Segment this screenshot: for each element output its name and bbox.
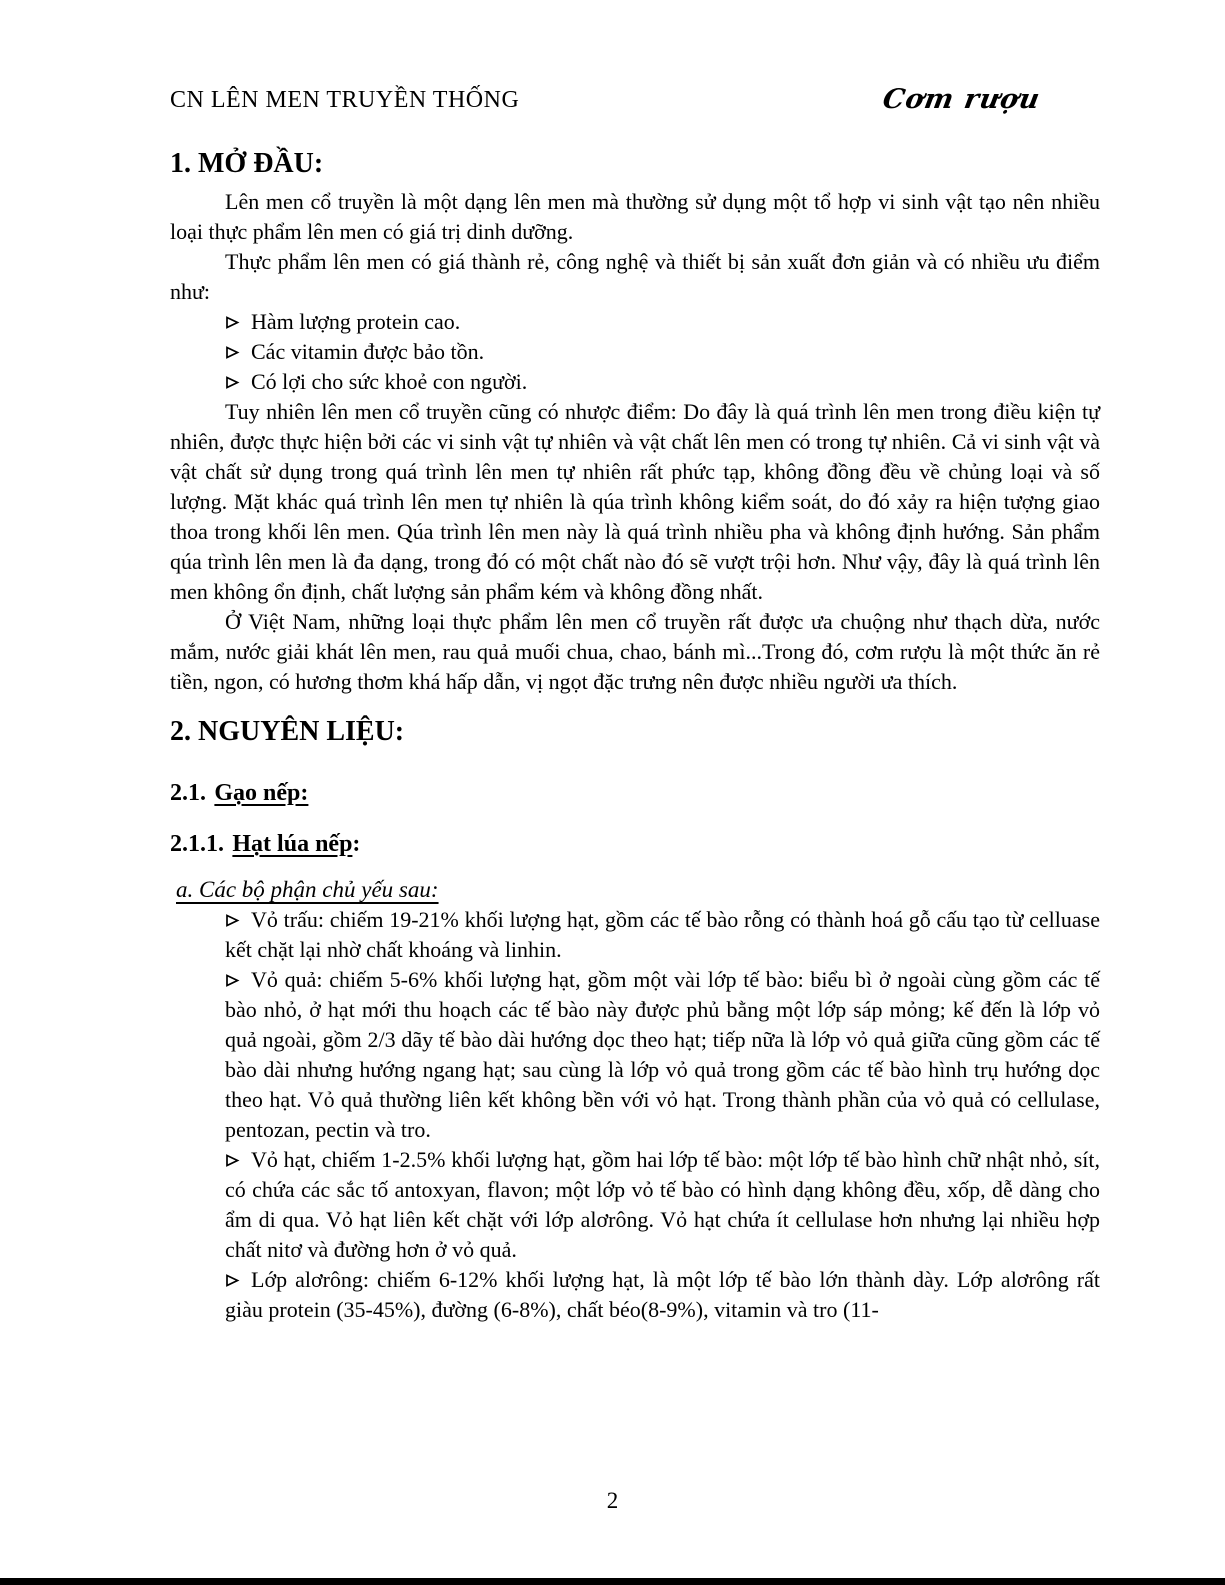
list-item-text: Các vitamin được bảo tồn. [251,339,485,364]
arrowhead-right-icon [225,307,251,337]
section-2-1-heading [170,777,1100,810]
list-item [225,307,1100,337]
list-item-text: Có lợi cho sức khoẻ con người. [251,369,528,394]
section-2-1-1-heading [170,828,1100,861]
list-item [225,905,1100,965]
item-a-heading-text: a. Các bộ phận chủ yếu sau: [176,877,439,902]
paragraph: Tuy nhiên lên men cổ truyền cũng có nhược điểm: Do đây là quá trình lên men trong điều kiện tự nhiên, được thực hiện bởi các vi sinh vật tự nhiên và vật chất lên men có trong tự nhiên. Cả vi sinh vật và vật chất sử dụng trong quá trình lên men tự nhiên rất phức tạp, không đồng đều về chủng loại và số lượng. Mặt khác quá trình lên men tự nhiên là qúa trình không kiểm soát, do đó xảy ra hiện tượng giao thoa trong khối lên men. Qúa trình lên men này là quá trình nhiều pha và không định hướng. Sản phẩm qúa trình lên men là đa dạng, trong đó có một chất nào đó sẽ vượt trội hơn. Như vậy, đây là quá trình lên men không ổn định, chất lượng sản phẩm kém và không đồng nhất. [170,399,1100,604]
list-item-text: Hàm lượng protein cao. [251,309,461,334]
list-item [225,1145,1100,1265]
item-a-heading [176,875,1100,905]
heading-title: Gạo nếp: [214,780,309,806]
list-item [225,965,1100,1145]
list-item-text: Vỏ quả: chiếm 5-6% khối lượng hạt, gồm một vài lớp tế bào: biểu bì ở ngoài cùng gồm các tế bào nhỏ, ở hạt mới thu hoạch các tế bào này được phủ bằng một lớp sáp mỏng; kế đến là lớp vỏ quả ngoài, gồm 2/3 dãy tế bào dài hướng dọc theo hạt; tiếp nữa là lớp vỏ quả giữa cũng gồm các tế bào dài nhưng hướng ngang hạt; sau cùng là lớp vỏ quả trong gồm các tế bào hình trụ hướng dọc theo hạt. Vỏ quả thường liên kết không bền với vỏ hạt. Trong thành phần của vỏ quả có cellulase, pentozan, pectin và tro. [225,967,1100,1142]
arrowhead-right-icon [225,965,251,995]
list-item-text: Vỏ hạt, chiếm 1-2.5% khối lượng hạt, gồm hai lớp tế bào: một lớp tế bào hình chữ nhật nhỏ, sít, có chứa các sắc tố antoxyan, flavon; một lớp vỏ tế bào có hình dạng không đều, xốp, dễ dàng cho ẩm di qua. Vỏ hạt liên kết chặt với lớp alơrông. Vỏ hạt chứa ít cellulase hơn nhưng lại nhiều hợp chất nitơ và đường hơn ở vỏ quả. [225,1147,1100,1262]
arrowhead-right-icon [225,905,251,935]
scan-edge-bar [0,1578,1225,1585]
list-item-text: Vỏ trấu: chiếm 19-21% khối lượng hạt, gồm các tế bào rỗng có thành hoá gỗ cấu tạo từ celluase kết chặt lại nhờ chất khoáng và linhin. [225,907,1100,962]
page-number: 2 [606,1488,619,1513]
advantages-list [170,307,1100,397]
heading-number: 2.1.1. [170,831,224,857]
arrowhead-right-icon [225,337,251,367]
handwritten-note: Cơm rượu [880,84,1043,115]
document-title: CN LÊN MEN TRUYỀN THỐNG [170,87,520,113]
list-item [225,1265,1100,1325]
arrowhead-right-icon [225,1145,251,1175]
section-1-heading: 1. MỞ ĐẦU: [170,148,324,179]
list-item-text: Lớp alơrông: chiếm 6-12% khối lượng hạt, là một lớp tế bào lớn thành dày. Lớp alơrông rất giàu protein (35-45%), đường (6-8%), chất béo(8-9%), vitamin và tro (11- [225,1267,1100,1322]
list-item [225,367,1100,397]
paragraph: Ở Việt Nam, những loại thực phẩm lên men cổ truyền rất được ưa chuộng như thạch dừa, nước mắm, nước giải khát lên men, rau quả muối chua, chao, bánh mì...Trong đó, cơm rượu là một thức ăn rẻ tiền, ngon, có hương thơm khá hấp dẫn, vị ngọt đặc trưng nên được nhiều người ưa thích. [170,609,1100,694]
heading-title: Hạt lúa nếp [232,831,353,857]
list-item [225,337,1100,367]
section-2-heading: 2. NGUYÊN LIỆU: [170,716,405,747]
paragraph: Lên men cổ truyền là một dạng lên men mà thường sử dụng một tổ hợp vi sinh vật tạo nên nhiều loại thực phẩm lên men có giá trị dinh dưỡng. [170,189,1100,244]
heading-suffix: : [352,831,361,857]
heading-number: 2.1. [170,780,206,806]
paragraph: Thực phẩm lên men có giá thành rẻ, công nghệ và thiết bị sản xuất đơn giản và có nhiều ưu điểm như: [170,249,1100,304]
page-header [170,85,1100,115]
arrowhead-right-icon [225,1265,251,1295]
arrowhead-right-icon [225,367,251,397]
